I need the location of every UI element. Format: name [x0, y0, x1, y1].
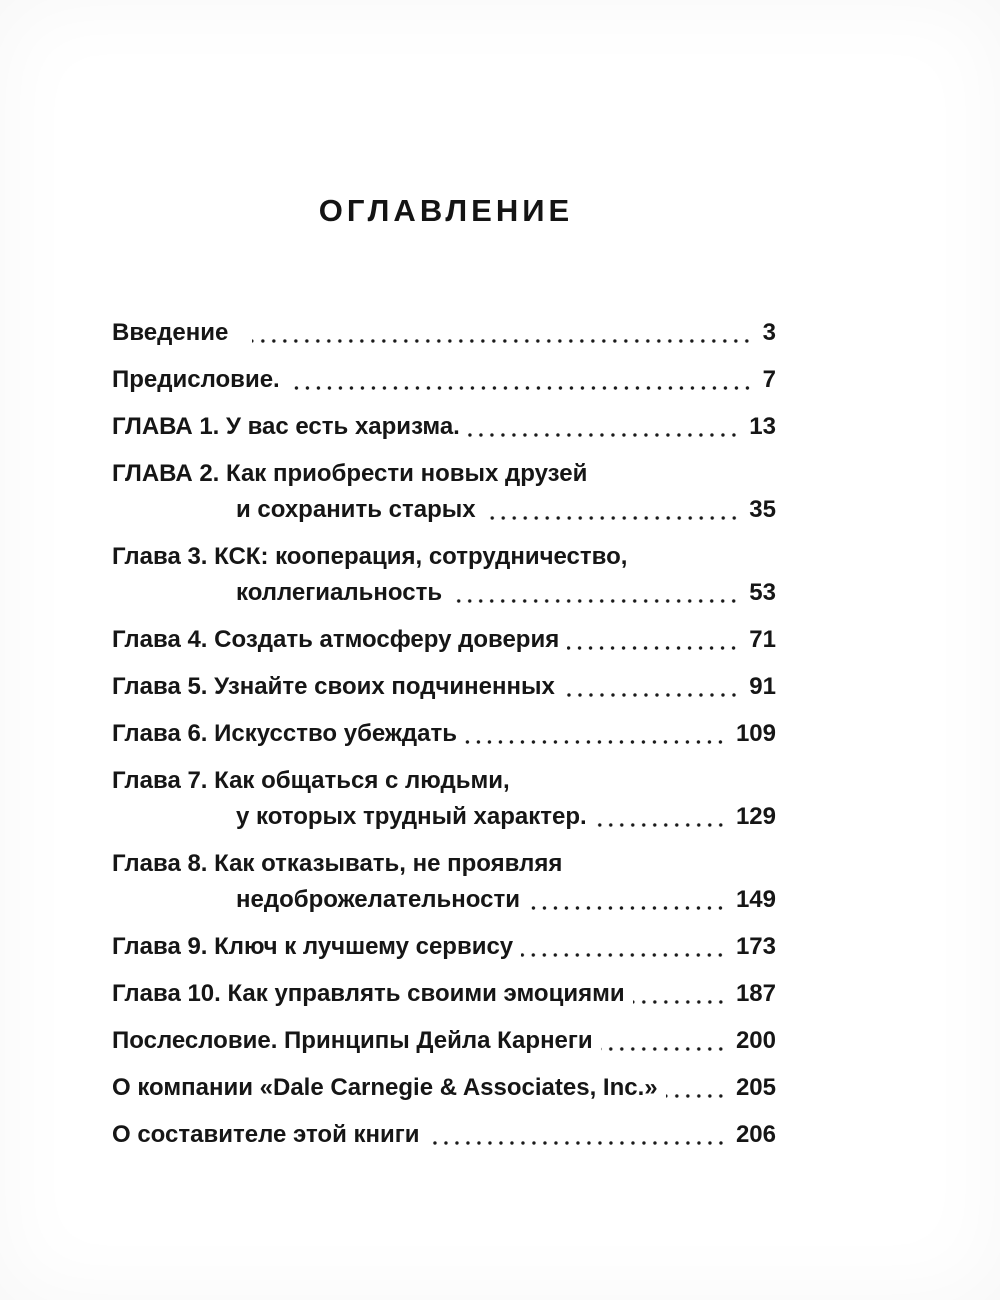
toc-entry [112, 362, 776, 398]
toc-entry [112, 409, 776, 445]
toc-page-number: 7 [762, 366, 776, 393]
toc-entry-title-line: Глава 8. Как отказывать, не проявляя [112, 850, 563, 877]
toc-row [112, 976, 776, 1012]
toc-entry-title: О компании «Dale Carnegie & Associates, Inc.» [112, 1074, 658, 1101]
toc-page-number: 13 [749, 413, 776, 440]
toc-entry-title: Глава 4. Создать атмосферу доверия [112, 626, 560, 653]
dot-leader [666, 1070, 727, 1106]
toc-entry-title: Глава 9. Ключ к лучшему сервису [112, 933, 514, 960]
dot-leader [468, 409, 740, 445]
toc-page-number: 35 [749, 496, 776, 523]
dot-leader [567, 622, 740, 658]
toc-entry [112, 1070, 776, 1106]
toc-entry-title: коллегиальность [236, 579, 443, 606]
toc-row [112, 1070, 776, 1106]
toc-page-number: 109 [735, 720, 776, 747]
toc-entry [112, 846, 776, 918]
toc-entry [112, 1117, 776, 1153]
dot-leader [563, 669, 740, 705]
toc-row [112, 1117, 776, 1153]
toc-entry [112, 622, 776, 658]
toc-entry [112, 929, 776, 965]
toc-page-number: 53 [749, 579, 776, 606]
toc-entry-title: Введение [112, 319, 229, 346]
toc-page-number: 200 [735, 1027, 776, 1054]
toc-page-number: 71 [749, 626, 776, 653]
toc-page-number: 91 [749, 673, 776, 700]
toc-page-number: 3 [762, 319, 776, 346]
toc-entry-title-line: ГЛАВА 2. Как приобрести новых друзей [112, 460, 588, 487]
toc-row [112, 362, 776, 398]
dot-leader [484, 492, 741, 528]
toc-entry-title: у которых трудный характер. [236, 803, 587, 830]
toc-entry-title: Предисловие. [112, 366, 280, 393]
toc-entry-title: и сохранить старых [236, 496, 476, 523]
toc-list [112, 315, 776, 1153]
toc-row [112, 409, 776, 445]
dot-leader [595, 799, 727, 835]
toc-entry-title-line: Глава 7. Как общаться с людьми, [112, 767, 510, 794]
dot-leader [601, 1023, 727, 1059]
toc-entry-title-line: Глава 3. КСК: кооперация, сотрудничество, [112, 543, 628, 570]
toc-entry-title: О составителе этой книги [112, 1121, 420, 1148]
page-title: ОГЛАВЛЕНИЕ [318, 193, 574, 228]
toc-entry-title: ГЛАВА 1. У вас есть харизма. [112, 413, 460, 440]
dot-leader [428, 1117, 727, 1153]
dot-leader [528, 882, 727, 918]
toc-row [112, 799, 776, 835]
dot-leader [633, 976, 727, 1012]
toc-row [112, 882, 776, 918]
toc-entry-title: Глава 6. Искусство убеждать [112, 720, 458, 747]
dot-leader [288, 362, 754, 398]
toc-row [112, 575, 776, 611]
toc-entry [112, 716, 776, 752]
toc-entry-title: Послесловие. Принципы Дейла Карнеги [112, 1027, 593, 1054]
toc-entry-title: недоброжелательности [236, 886, 521, 913]
dot-leader [450, 575, 740, 611]
toc-entry-title: Глава 5. Узнайте своих подчиненных [112, 673, 555, 700]
toc-entry [112, 763, 776, 835]
toc-row [112, 315, 776, 351]
toc-page-number: 173 [735, 933, 776, 960]
toc-content-column [112, 0, 776, 1164]
toc-page-number: 129 [735, 803, 776, 830]
toc-page-number: 149 [735, 886, 776, 913]
toc-row [112, 492, 776, 528]
toc-page-number: 206 [735, 1121, 776, 1148]
toc-entry [112, 539, 776, 611]
toc-row [112, 669, 776, 705]
dot-leader [252, 315, 753, 351]
toc-page-number: 205 [735, 1074, 776, 1101]
toc-entry [112, 315, 776, 351]
dot-leader [465, 716, 727, 752]
toc-entry-title: Глава 10. Как управлять своими эмоциями [112, 980, 625, 1007]
toc-row [112, 1023, 776, 1059]
toc-row [112, 622, 776, 658]
toc-row [112, 716, 776, 752]
toc-row [112, 929, 776, 965]
toc-entry [112, 1023, 776, 1059]
toc-entry [112, 669, 776, 705]
toc-entry [112, 456, 776, 528]
dot-leader [521, 929, 727, 965]
toc-entry [112, 976, 776, 1012]
toc-page-number: 187 [735, 980, 776, 1007]
